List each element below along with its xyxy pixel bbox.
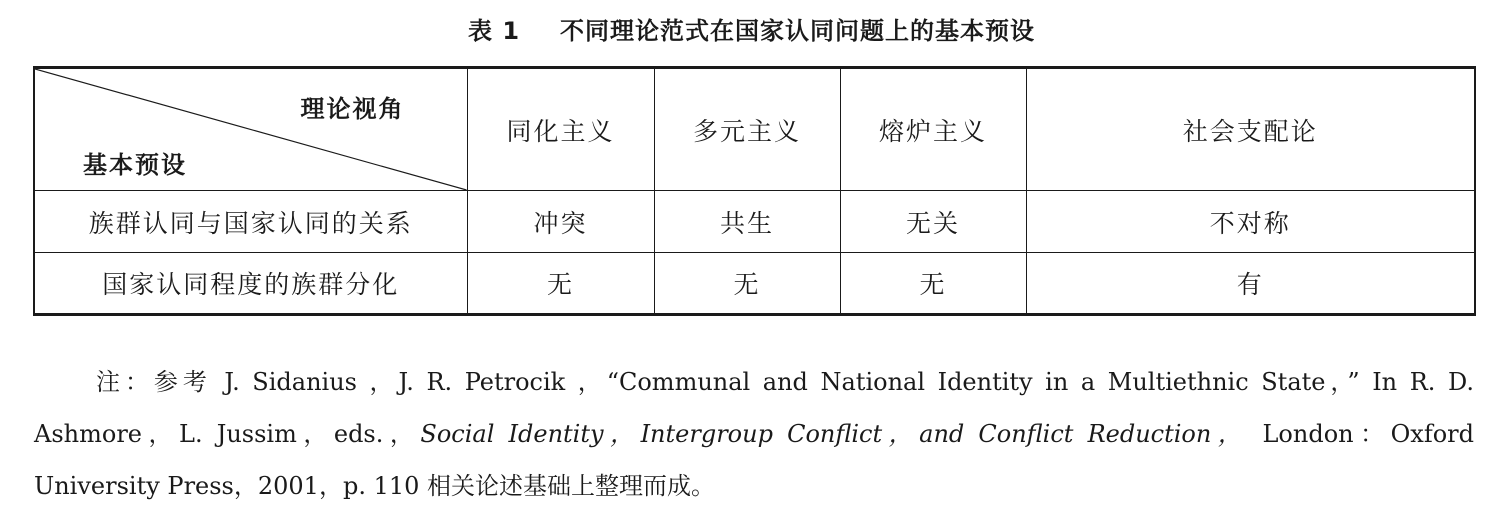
note-text-end: London：Oxford University Press，2001，p. 110 相关论述基础上整理而成。	[34, 420, 1475, 500]
column-header: 社会支配论	[1026, 68, 1475, 191]
table-row	[34, 191, 1475, 253]
table-title: 不同理论范式在国家认同问题上的基本预设	[560, 17, 1036, 45]
column-header: 同化主义	[467, 68, 654, 191]
row-label: 族群认同与国家认同的关系	[34, 191, 467, 253]
data-table	[33, 66, 1476, 316]
table-row	[34, 253, 1475, 315]
table-note	[34, 356, 1474, 512]
table-caption	[0, 14, 1503, 48]
column-header: 多元主义	[654, 68, 840, 191]
table-cell: 无	[467, 253, 654, 315]
corner-top-label: 理论视角	[300, 95, 405, 123]
column-header: 熔炉主义	[840, 68, 1026, 191]
table-cell: 无关	[840, 191, 1026, 253]
note-book-title: Social Identity，Intergroup Conflict，and Conflict Reduction，	[420, 420, 1249, 448]
table-cell: 无	[840, 253, 1026, 315]
table-number: 表 1	[467, 17, 521, 45]
note-text: 注：参考 J. Sidanius ，J. R. Petrocik ，“Communal and National Identity in a Multiethnic State，” In R. D. Ashmore，L. Jussim，eds.，	[34, 368, 1474, 448]
corner-header-cell	[34, 68, 467, 191]
table-cell: 冲突	[467, 191, 654, 253]
header-row	[34, 68, 1475, 191]
row-label: 国家认同程度的族群分化	[34, 253, 467, 315]
table-cell: 不对称	[1026, 191, 1475, 253]
table-cell: 共生	[654, 191, 840, 253]
table-cell: 有	[1026, 253, 1475, 315]
corner-bottom-label: 基本预设	[83, 151, 187, 179]
table-cell: 无	[654, 253, 840, 315]
